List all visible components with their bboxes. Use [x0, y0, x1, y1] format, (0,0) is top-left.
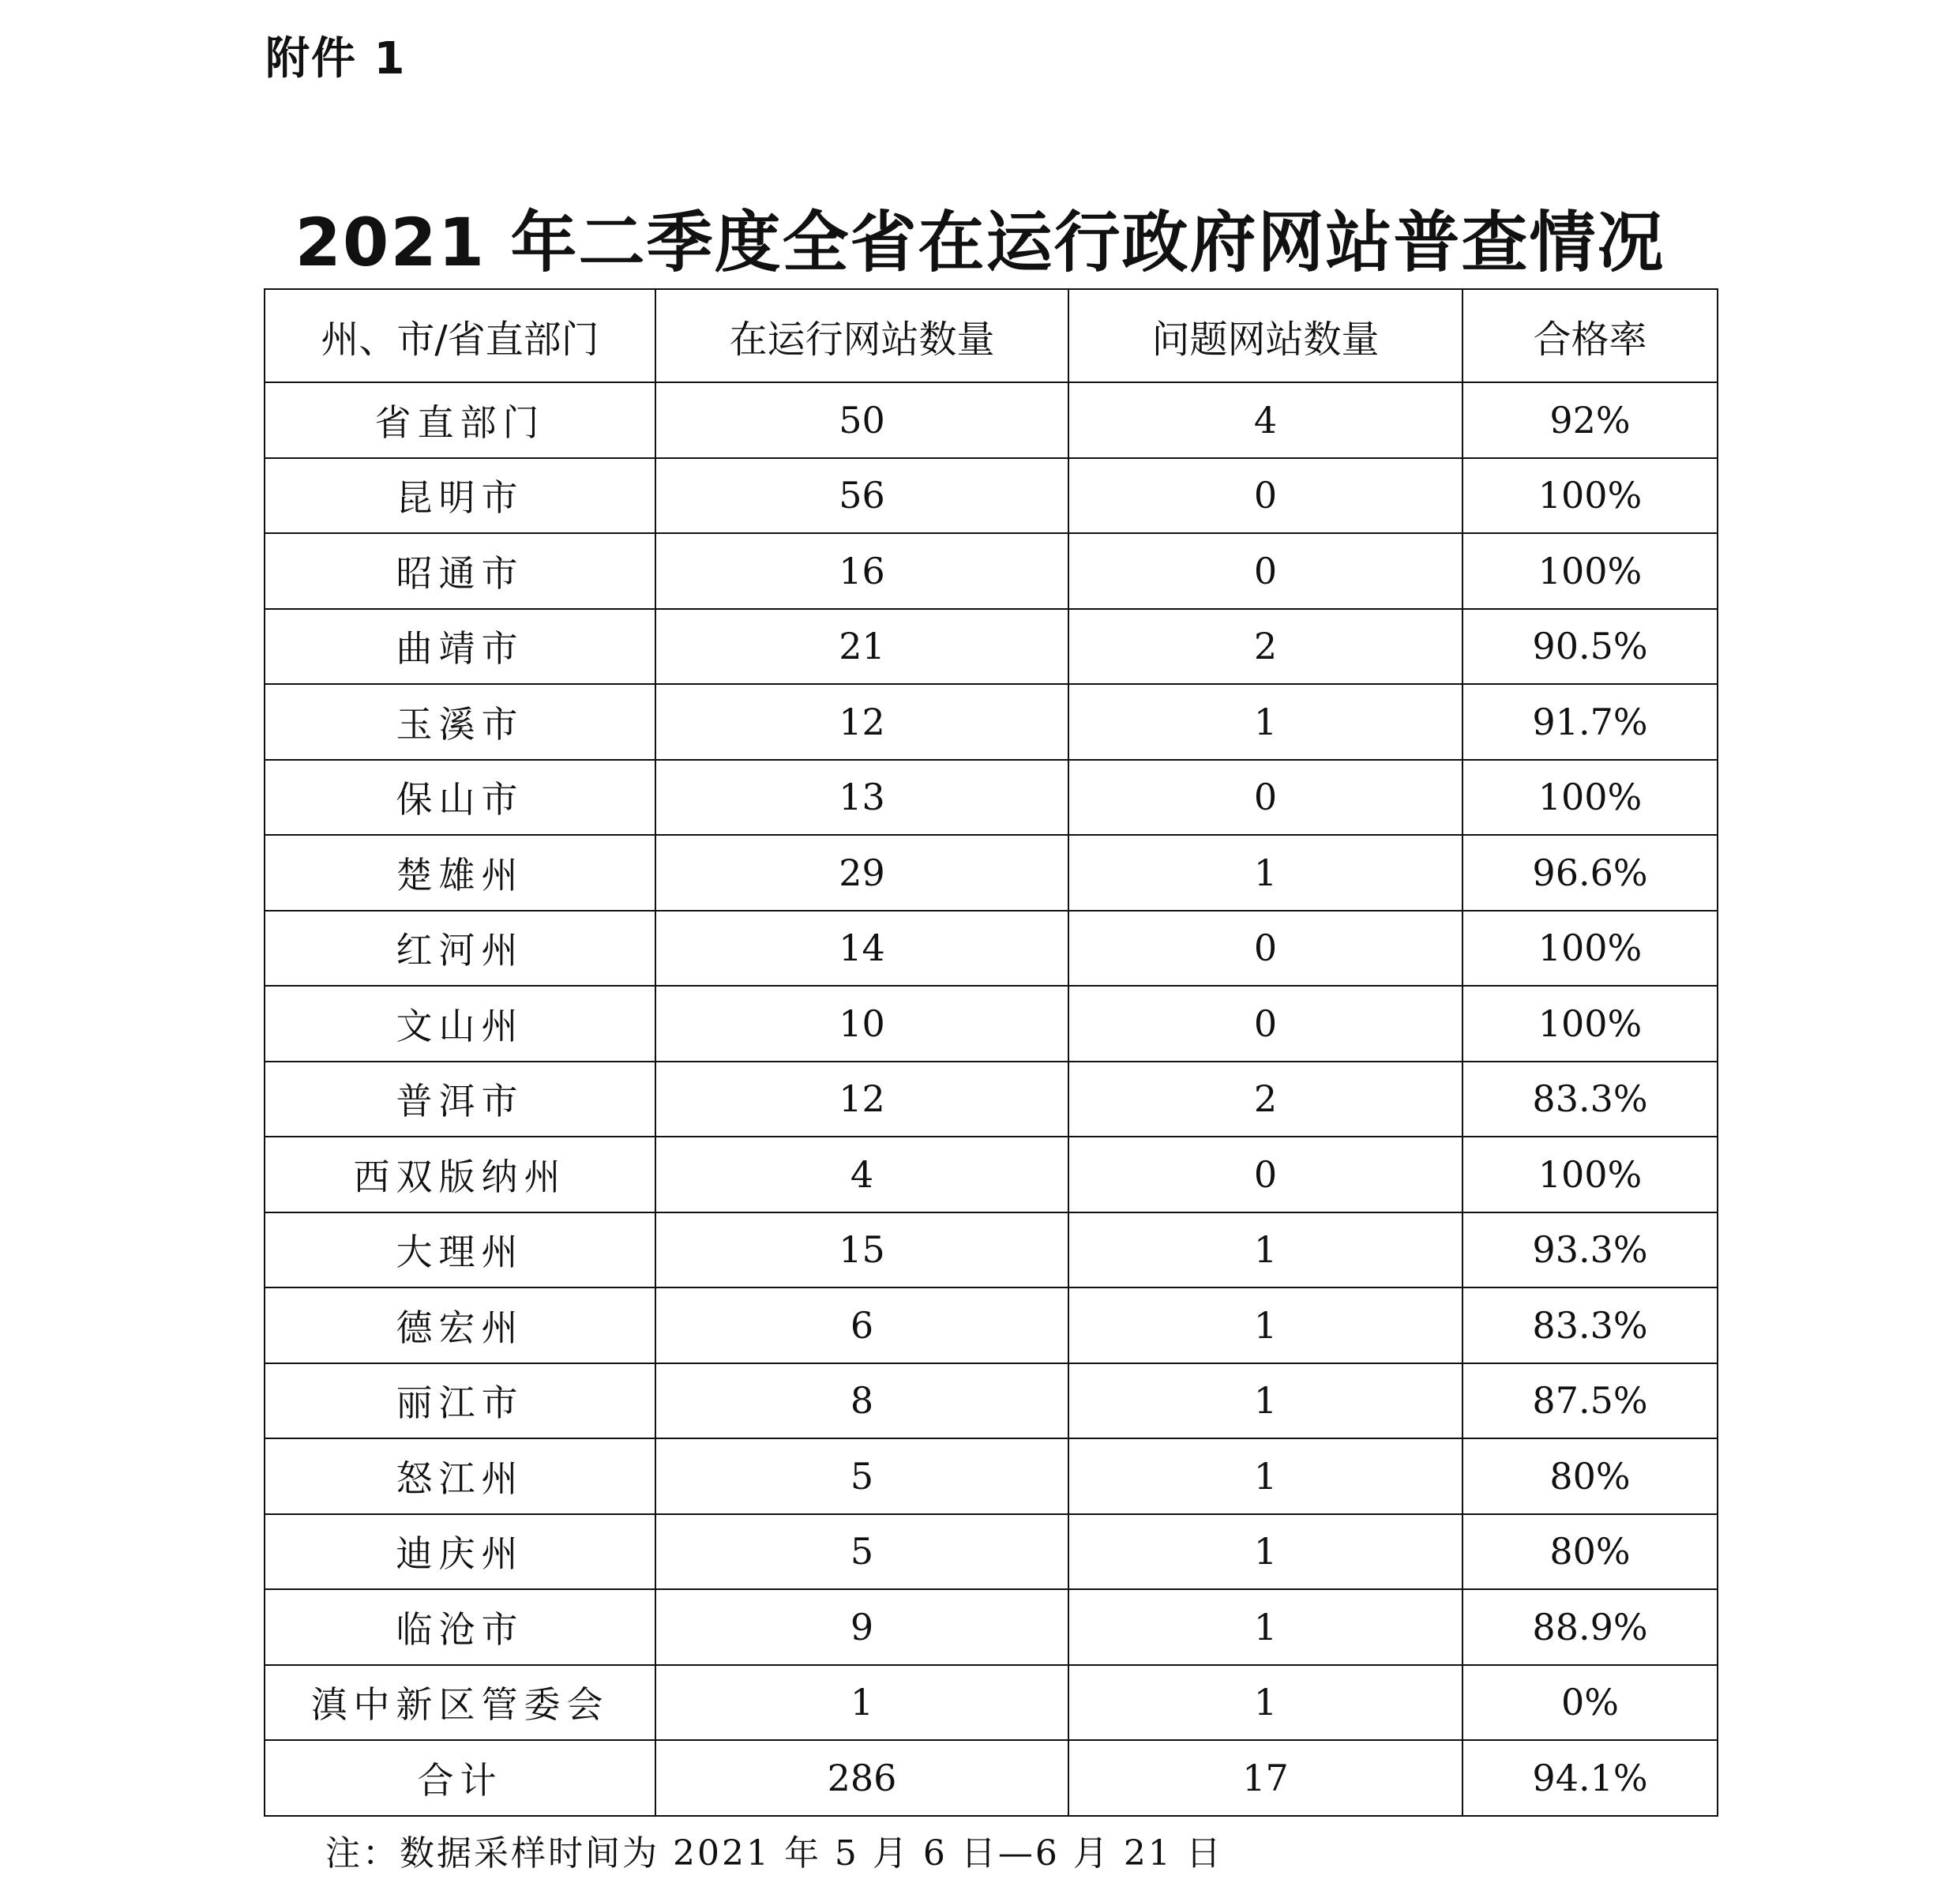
- cell-region: 楚雄州: [265, 835, 655, 911]
- cell-running-sites: 21: [655, 609, 1068, 685]
- cell-problem-sites: 0: [1068, 1137, 1462, 1212]
- table-row: [265, 458, 1718, 534]
- cell-pass-rate: 100%: [1462, 986, 1718, 1062]
- cell-region: 文山州: [265, 986, 655, 1062]
- table-row: [265, 1212, 1718, 1288]
- cell-problem-sites: 2: [1068, 609, 1462, 685]
- cell-pass-rate: 88.9%: [1462, 1589, 1718, 1665]
- cell-pass-rate: 80%: [1462, 1438, 1718, 1514]
- cell-region: 红河州: [265, 911, 655, 987]
- total-row: [265, 1740, 1718, 1816]
- cell-pass-rate: 100%: [1462, 1137, 1718, 1212]
- cell-running-sites: 6: [655, 1287, 1068, 1363]
- cell-region: 曲靖市: [265, 609, 655, 685]
- header-problem-sites: 问题网站数量: [1068, 289, 1462, 382]
- cell-running-sites: 8: [655, 1363, 1068, 1439]
- table-row: [265, 986, 1718, 1062]
- cell-region: 昭通市: [265, 533, 655, 609]
- cell-running-sites: 15: [655, 1212, 1068, 1288]
- cell-problem-sites: 4: [1068, 382, 1462, 458]
- cell-pass-rate: 92%: [1462, 382, 1718, 458]
- cell-running-sites: 12: [655, 1062, 1068, 1137]
- cell-running-sites: 9: [655, 1589, 1068, 1665]
- cell-region: 玉溪市: [265, 684, 655, 760]
- cell-running-sites: 5: [655, 1514, 1068, 1590]
- cell-pass-rate: 93.3%: [1462, 1212, 1718, 1288]
- cell-running-sites: 12: [655, 684, 1068, 760]
- cell-region: 普洱市: [265, 1062, 655, 1137]
- cell-pass-rate: 96.6%: [1462, 835, 1718, 911]
- header-region: 州、市/省直部门: [265, 289, 655, 382]
- cell-region: 丽江市: [265, 1363, 655, 1439]
- cell-problem-sites: 1: [1068, 1514, 1462, 1590]
- table-row: [265, 1287, 1718, 1363]
- header-running-sites: 在运行网站数量: [655, 289, 1068, 382]
- cell-running-sites: 13: [655, 760, 1068, 836]
- cell-pass-rate: 100%: [1462, 458, 1718, 534]
- footnote: 注：数据采样时间为 2021 年 5 月 6 日—6 月 21 日: [325, 1833, 1223, 1874]
- table-header-row: [265, 289, 1718, 382]
- cell-pass-rate: 80%: [1462, 1514, 1718, 1590]
- cell-pass-rate: 100%: [1462, 760, 1718, 836]
- cell-pass-rate: 83.3%: [1462, 1287, 1718, 1363]
- table-row: [265, 760, 1718, 836]
- attachment-label: 附件 1: [265, 33, 407, 85]
- website-survey-table: [264, 288, 1718, 1817]
- table-row: [265, 684, 1718, 760]
- cell-problem-sites: 0: [1068, 986, 1462, 1062]
- cell-pass-rate: 87.5%: [1462, 1363, 1718, 1439]
- page-title: 2021 年二季度全省在运行政府网站普查情况: [295, 204, 1665, 281]
- cell-problem-sites: 1: [1068, 684, 1462, 760]
- table-row: [265, 1665, 1718, 1741]
- cell-region: 保山市: [265, 760, 655, 836]
- cell-problem-sites: 0: [1068, 760, 1462, 836]
- table-row: [265, 609, 1718, 685]
- cell-running-sites: 29: [655, 835, 1068, 911]
- cell-pass-rate: 90.5%: [1462, 609, 1718, 685]
- cell-region: 西双版纳州: [265, 1137, 655, 1212]
- table-row: [265, 533, 1718, 609]
- table-row: [265, 1589, 1718, 1665]
- cell-problem-sites: 1: [1068, 835, 1462, 911]
- cell-problem-sites: 1: [1068, 1438, 1462, 1514]
- cell-pass-rate: 94.1%: [1462, 1740, 1718, 1816]
- cell-pass-rate: 100%: [1462, 911, 1718, 987]
- cell-pass-rate: 83.3%: [1462, 1062, 1718, 1137]
- cell-running-sites: 16: [655, 533, 1068, 609]
- cell-running-sites: 10: [655, 986, 1068, 1062]
- cell-pass-rate: 0%: [1462, 1665, 1718, 1741]
- cell-running-sites: 286: [655, 1740, 1068, 1816]
- cell-running-sites: 50: [655, 382, 1068, 458]
- table-row: [265, 1363, 1718, 1439]
- cell-problem-sites: 0: [1068, 458, 1462, 534]
- cell-running-sites: 5: [655, 1438, 1068, 1514]
- cell-running-sites: 56: [655, 458, 1068, 534]
- cell-running-sites: 14: [655, 911, 1068, 987]
- cell-region: 德宏州: [265, 1287, 655, 1363]
- cell-region: 昆明市: [265, 458, 655, 534]
- cell-problem-sites: 2: [1068, 1062, 1462, 1137]
- cell-running-sites: 1: [655, 1665, 1068, 1741]
- cell-problem-sites: 0: [1068, 911, 1462, 987]
- cell-problem-sites: 1: [1068, 1665, 1462, 1741]
- cell-region: 临沧市: [265, 1589, 655, 1665]
- cell-running-sites: 4: [655, 1137, 1068, 1212]
- cell-problem-sites: 1: [1068, 1287, 1462, 1363]
- table-row: [265, 1137, 1718, 1212]
- table-row: [265, 1514, 1718, 1590]
- cell-pass-rate: 100%: [1462, 533, 1718, 609]
- table-row: [265, 835, 1718, 911]
- cell-region: 迪庆州: [265, 1514, 655, 1590]
- table-row: [265, 382, 1718, 458]
- cell-region: 省直部门: [265, 382, 655, 458]
- cell-region: 合计: [265, 1740, 655, 1816]
- table-body: [265, 382, 1718, 1816]
- cell-region: 怒江州: [265, 1438, 655, 1514]
- cell-problem-sites: 0: [1068, 533, 1462, 609]
- table-row: [265, 1062, 1718, 1137]
- table-row: [265, 1438, 1718, 1514]
- cell-pass-rate: 91.7%: [1462, 684, 1718, 760]
- cell-problem-sites: 1: [1068, 1589, 1462, 1665]
- cell-region: 大理州: [265, 1212, 655, 1288]
- cell-problem-sites: 1: [1068, 1212, 1462, 1288]
- header-pass-rate: 合格率: [1462, 289, 1718, 382]
- cell-region: 滇中新区管委会: [265, 1665, 655, 1741]
- cell-problem-sites: 1: [1068, 1363, 1462, 1439]
- table-row: [265, 911, 1718, 987]
- cell-problem-sites: 17: [1068, 1740, 1462, 1816]
